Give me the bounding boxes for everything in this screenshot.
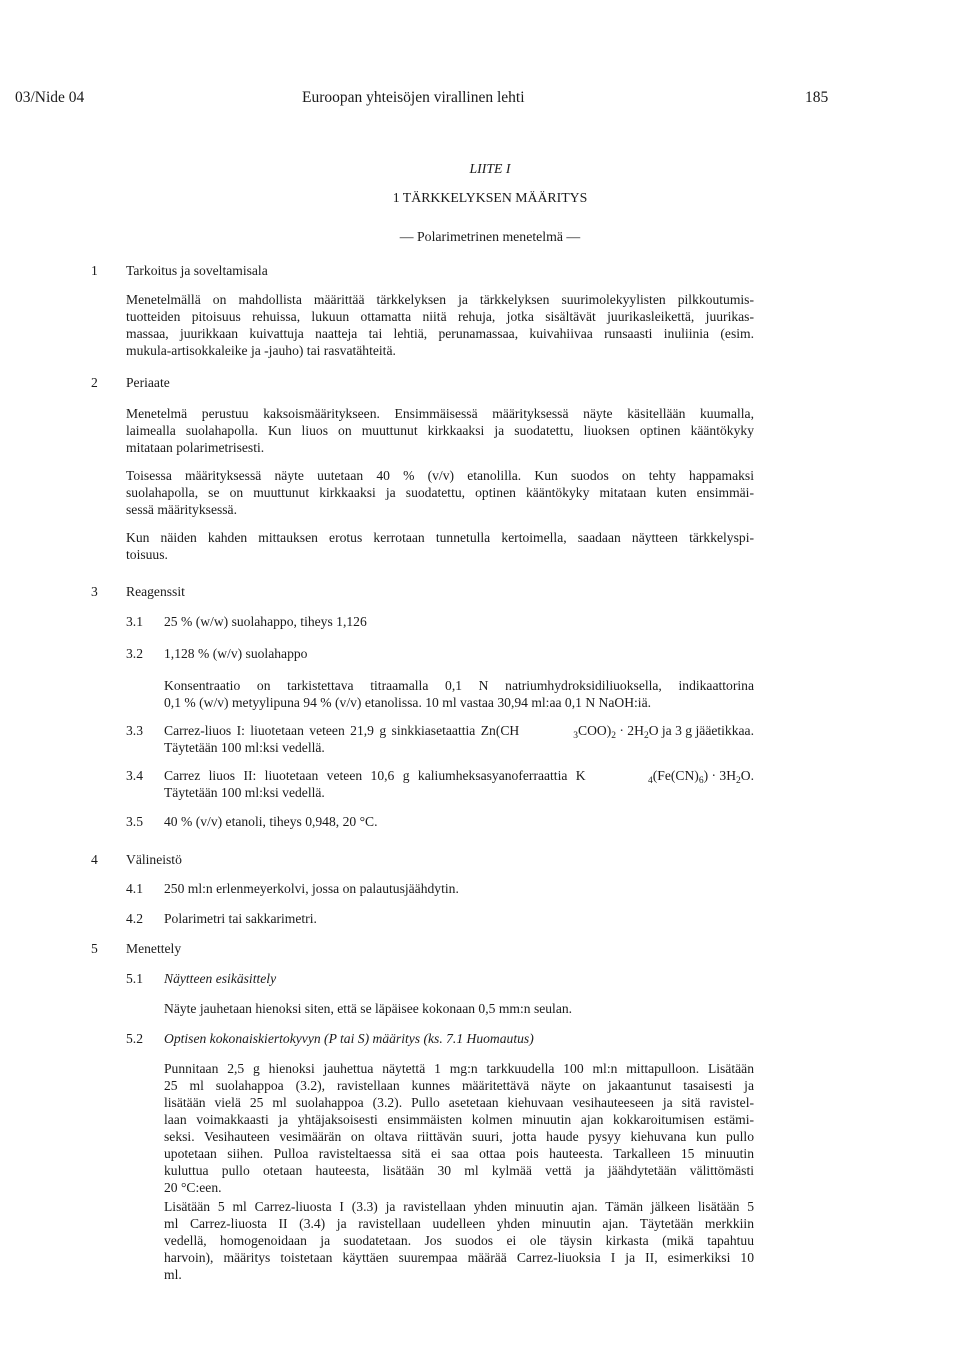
item-number: 5.2	[126, 1031, 143, 1046]
item-text: 25 % (w/w) suolahappo, tiheys 1,126	[164, 614, 367, 629]
section-number: 3	[91, 584, 98, 599]
page-number: 185	[805, 89, 829, 106]
paragraph	[164, 1060, 754, 1196]
text-line: Täytetään 100 ml:ksi vedellä.	[164, 785, 325, 800]
section-heading: Tarkoitus ja soveltamisala	[126, 263, 268, 278]
text-line: toisuus.	[126, 547, 168, 562]
item-number: 4.2	[126, 911, 143, 926]
paragraph	[164, 722, 754, 756]
journal-volume: 03/Nide 04	[15, 89, 85, 106]
item-number: 4.1	[126, 881, 143, 896]
text-line: kuluttua pullo otetaan hauteesta, lisätään 30 ml kylmää vettä ja jäähdytetään välittömästi	[164, 1163, 754, 1178]
paragraph	[126, 467, 754, 518]
text-line: Menetelmä perustuu kaksoismääritykseen. Ensimmäisessä määrityksessä näyte käsitellään kuumalla,	[126, 406, 754, 421]
text-line: laan voimakkaasti ja yhtäjaksoisesti ensimmäisten kolmen minuutin ajan kokkaroitumisen estämi-	[164, 1112, 754, 1127]
text-line: seksi. Vesihauteen vesimäärän on oltava riittävän suuri, jotta haude pysyy kiehuvana kun pullo	[164, 1129, 754, 1144]
item-text: Polarimetri tai sakkarimetri.	[164, 911, 317, 926]
formula-text: Carrez-liuos I: liuotetaan veteen 21,9 g sinkkiasetaattia Zn(CH	[164, 723, 520, 738]
section-number: 2	[91, 375, 98, 390]
paragraph	[126, 405, 754, 456]
paragraph	[164, 677, 754, 711]
item-text: 250 ml:n erlenmeyerkolvi, jossa on palautusjäähdytin.	[164, 881, 459, 896]
formula-text: $_4(Fe(CN)_6) \cdot 3H_2O$.	[648, 768, 754, 786]
text-line: Punnitaan 2,5 g hienoksi jauhettua näytettä 1 mg:n tarkkuudella 100 ml:n mittapulloon. Lisätään	[164, 1061, 754, 1076]
paragraph	[164, 1000, 754, 1017]
formula-text: $_3COO)_2 \cdot 2H_2O$ ja 3 g jääetikkaa.	[573, 723, 754, 741]
text-line: tuotteiden pitoisuus rehuissa, lukuun ottamatta niitä rehuja, jotka sisältävät juurikasleikettä, juurikas-	[126, 309, 754, 324]
formula-line	[164, 767, 754, 784]
item-number: 5.1	[126, 971, 143, 986]
text-line: upotetaan siihen. Pulloa ravisteltaessa sitä ei saa ottaa pois hauteesta. Tarkalleen 15 minuutin	[164, 1146, 754, 1161]
paragraph	[164, 1198, 754, 1283]
text-line: Toisessa määrityksessä näyte uutetaan 40 % (v/v) etanolilla. Kun suodos on tehty happamaksi	[126, 468, 754, 483]
item-text: 40 % (v/v) etanoli, tiheys 0,948, 20 °C.	[164, 814, 378, 829]
item-heading: Optisen kokonaiskiertokyvyn (P tai S) määritys (ks. 7.1 Huomautus)	[164, 1031, 534, 1046]
text-line: laimealla suolahapolla. Kun liuos on muuttunut kirkkaaksi ja suodatettu, liuoksen optinen kääntökyky	[126, 423, 754, 438]
section-number: 5	[91, 941, 98, 956]
text-line: sessä määrityksessä.	[126, 502, 237, 517]
section-heading: Välineistö	[126, 852, 182, 867]
text-line: ml.	[164, 1267, 182, 1282]
journal-title: Euroopan yhteisöjen virallinen lehti	[302, 89, 525, 106]
text-line: 25 ml suolahappoa (3.2), ravistellaan kunnes määritettävä näyte on jakaantunut tasaisesti ja	[164, 1078, 754, 1093]
text-line: Kun näiden kahden mittauksen erotus kerrotaan tunnetulla kertoimella, saadaan näytteen tärkkelyspi-	[126, 530, 754, 545]
text-line: 0,1 % (w/v) metyylipuna 94 % (v/v) etanolissa. 10 ml vastaa 30,94 ml:aa 0,1 N NaOH:iä.	[164, 695, 652, 710]
document-subtitle: — Polarimetrinen menetelmä —	[399, 229, 581, 244]
text-line: lisätään vielä 25 ml suolahappoa (3.2). Pullo asetetaan kiehuvaan vesihauteeseen ja sitä ravistel-	[164, 1095, 754, 1110]
annex-label: LIITE I	[469, 161, 511, 176]
text-line: massaa, juurikkaan kuivattuja naatteja tai lehtiä, perunamassaa, kuivahiivaa runsaasti inuliinia (esim.	[126, 326, 754, 341]
item-heading: Näytteen esikäsittely	[164, 971, 277, 986]
section-heading: Menettely	[126, 941, 182, 956]
text-line: Menetelmällä on mahdollista määrittää tärkkelyksen ja tärkkelyksen suurimolekyylisten pilkkoutumis-	[126, 292, 754, 307]
text-line: Näyte jauhetaan hienoksi siten, että se läpäisee kokonaan 0,5 mm:n seulan.	[164, 1001, 573, 1016]
text-line: 20 °C:een.	[164, 1180, 222, 1195]
text-line: Konsentraatio on tarkistettava titraamalla 0,1 N natriumhydroksidiliuoksella, indikaattorina	[164, 678, 754, 693]
paragraph	[164, 767, 754, 801]
text-line: mukula-artisokkaleike ja -jauho) tai rasvatähteitä.	[126, 343, 396, 358]
document-title: 1 TÄRKKELYKSEN MÄÄRITYS	[392, 190, 588, 205]
item-number: 3.1	[126, 614, 143, 629]
formula-line	[164, 722, 754, 739]
text-line: ml Carrez-liuosta II (3.4) ja ravistellaan uudelleen yhden minuutin ajan. Täytetään merkkiin	[164, 1216, 754, 1231]
item-number: 3.2	[126, 646, 143, 661]
text-line: Täytetään 100 ml:ksi vedellä.	[164, 740, 325, 755]
text-line: Lisätään 5 ml Carrez-liuosta I (3.3) ja ravistellaan yhden minuutin ajan. Tämän jälkeen lisätään 5	[164, 1199, 754, 1214]
formula-text: Carrez liuos II: liuotetaan veteen 10,6 g kaliumheksasyanoferraattia K	[164, 768, 586, 783]
item-number: 3.4	[126, 768, 143, 783]
text-line: vedellä, homogenoidaan ja suodatetaan. Jos suodos ei ole täysin kirkasta (mikä tapahtuu	[164, 1233, 754, 1248]
text-line: harvoin), määritys toistetaan käyttäen suurempaa määrää Carrez-liuoksia I ja II, esimerkiksi 10	[164, 1250, 754, 1265]
section-number: 1	[91, 263, 98, 278]
paragraph	[126, 529, 754, 563]
section-heading: Periaate	[126, 375, 170, 390]
text-line: mitataan polarimetrisesti.	[126, 440, 265, 455]
item-number: 3.3	[126, 723, 143, 738]
section-heading: Reagenssit	[126, 584, 185, 599]
section-number: 4	[91, 852, 98, 867]
paragraph	[126, 291, 754, 359]
text-line: suolahapolla, se on muuttunut kirkkaaksi ja suodatettu, optinen kääntökyky mitataan kuten ensimmäi-	[126, 485, 754, 500]
item-text: 1,128 % (w/v) suolahappo	[164, 646, 308, 661]
item-number: 3.5	[126, 814, 143, 829]
